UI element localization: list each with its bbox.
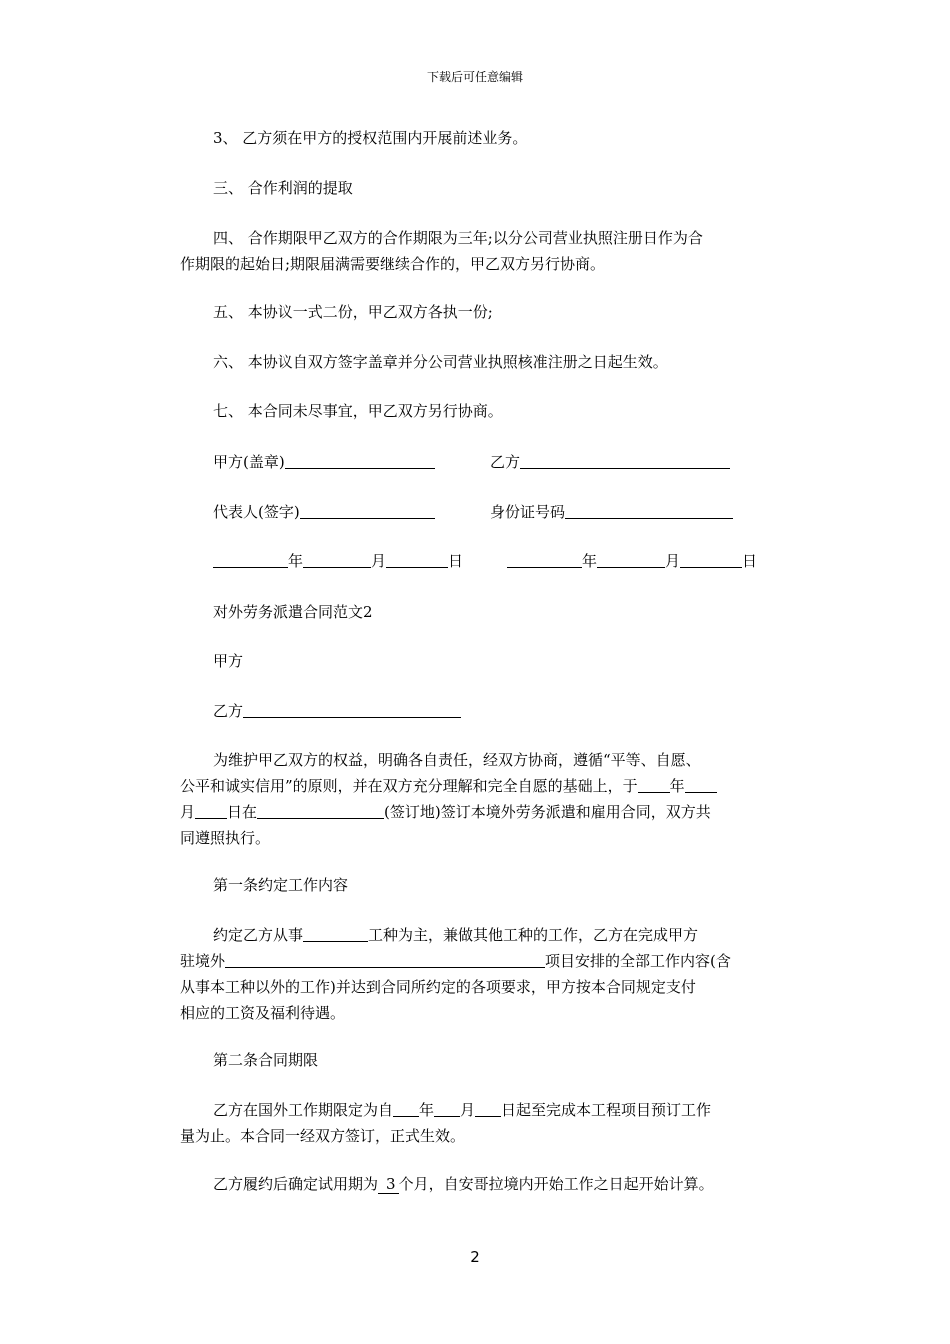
rep-sign-row	[213, 499, 435, 525]
work-text: 驻境外	[180, 952, 226, 970]
blank-line	[434, 1100, 460, 1117]
blank-line	[225, 951, 545, 968]
probation-line	[213, 1171, 813, 1197]
intro-text: 日在	[227, 803, 258, 821]
blank-line	[303, 551, 371, 568]
month-label: 月	[460, 1101, 476, 1119]
party-a-seal-row	[213, 449, 435, 475]
work-text: 工种为主，兼做其他工种的工作，乙方在完成甲方	[368, 926, 699, 944]
blank-line	[393, 1100, 419, 1117]
page-header: 下载后可任意编辑	[426, 70, 523, 84]
day-label: 日	[742, 552, 758, 570]
party-b-line	[213, 698, 813, 724]
blank-line	[300, 502, 435, 519]
date-row-a	[213, 548, 463, 574]
intro-line2	[180, 773, 780, 799]
probation-text: 个月，自安哥拉境内开始工作之日起开始计算。	[398, 1175, 714, 1193]
section-7: 七、 本合同未尽事宜，甲乙双方另行协商。	[213, 402, 503, 420]
intro-line3	[180, 799, 780, 825]
party-b-row	[490, 449, 730, 475]
section-3: 三、 合作利润的提取	[213, 179, 353, 197]
intro-text: (签订地)签订本境外劳务派遣和雇用合同，双方共	[384, 803, 711, 821]
year-label: 年	[419, 1101, 435, 1119]
blank-line	[685, 776, 717, 793]
blank-line	[475, 1100, 501, 1117]
section-4-line1: 四、 合作期限甲乙双方的合作期限为三年;以分公司营业执照注册日作为合	[213, 229, 703, 247]
intro-line4: 同遵照执行。	[180, 829, 271, 847]
work-line3: 从事本工种以外的工作)并达到合同所约定的各项要求，甲方按本合同规定支付	[180, 978, 696, 996]
blank-line	[195, 802, 227, 819]
blank-line	[520, 452, 730, 469]
year-label: 年	[669, 777, 685, 795]
party-b-text: 乙方	[213, 702, 244, 720]
term-line2: 量为止。本合同一经双方签订，正式生效。	[180, 1127, 466, 1145]
blank-line	[285, 452, 435, 469]
clause-3: 3、 乙方须在甲方的授权范围内开展前述业务。	[213, 129, 528, 147]
page-number: 2	[470, 1248, 480, 1266]
blank-line	[303, 925, 368, 942]
blank-line	[386, 551, 448, 568]
work-line2	[180, 948, 780, 974]
section-5: 五、 本协议一式二份，甲乙双方各执一份;	[213, 303, 493, 321]
blank-line	[597, 551, 665, 568]
month-label: 月	[180, 803, 196, 821]
probation-text: 乙方履约后确定试用期为	[213, 1175, 379, 1193]
blank-line	[257, 802, 384, 819]
article-2-title: 第二条合同期限	[213, 1051, 319, 1069]
year-label: 年	[288, 552, 304, 570]
month-label: 月	[371, 552, 387, 570]
blank-line	[507, 551, 582, 568]
blank-line	[243, 701, 461, 718]
term-text: 日起至完成本工程项目预订工作	[501, 1101, 712, 1119]
section-4-line2: 作期限的起始日;期限届满需要继续合作的，甲乙双方另行协商。	[180, 255, 606, 273]
intro-text: 公平和诚实信用”的原则，并在双方充分理解和完全自愿的基础上，于	[180, 777, 638, 795]
party-b-label: 乙方	[490, 453, 521, 471]
year-label: 年	[582, 552, 598, 570]
blank-line	[565, 502, 733, 519]
blank-line	[213, 551, 288, 568]
id-no-row	[490, 499, 733, 525]
term-text: 乙方在国外工作期限定为自	[213, 1101, 394, 1119]
article-1-title: 第一条约定工作内容	[213, 876, 349, 894]
probation-months: 3	[378, 1175, 399, 1194]
month-label: 月	[665, 552, 681, 570]
blank-line	[680, 551, 742, 568]
party-a-seal-label: 甲方(盖章)	[213, 453, 285, 471]
section-6: 六、 本协议自双方签字盖章并分公司营业执照核准注册之日起生效。	[213, 353, 668, 371]
work-text: 约定乙方从事	[213, 926, 304, 944]
work-line1	[213, 922, 813, 948]
id-no-label: 身份证号码	[490, 503, 566, 521]
date-row-b	[507, 548, 757, 574]
work-text: 项目安排的全部工作内容(含	[545, 952, 731, 970]
day-label: 日	[448, 552, 464, 570]
term-line1	[213, 1097, 813, 1123]
work-line4: 相应的工资及福利待遇。	[180, 1004, 346, 1022]
contract-2-title: 对外劳务派遣合同范文2	[213, 603, 373, 621]
intro-line1: 为维护甲乙双方的权益，明确各自责任，经双方协商，遵循“平等、自愿、	[213, 751, 701, 769]
blank-line	[638, 776, 670, 793]
party-a-label: 甲方	[213, 652, 244, 670]
rep-sign-label: 代表人(签字)	[213, 503, 300, 521]
